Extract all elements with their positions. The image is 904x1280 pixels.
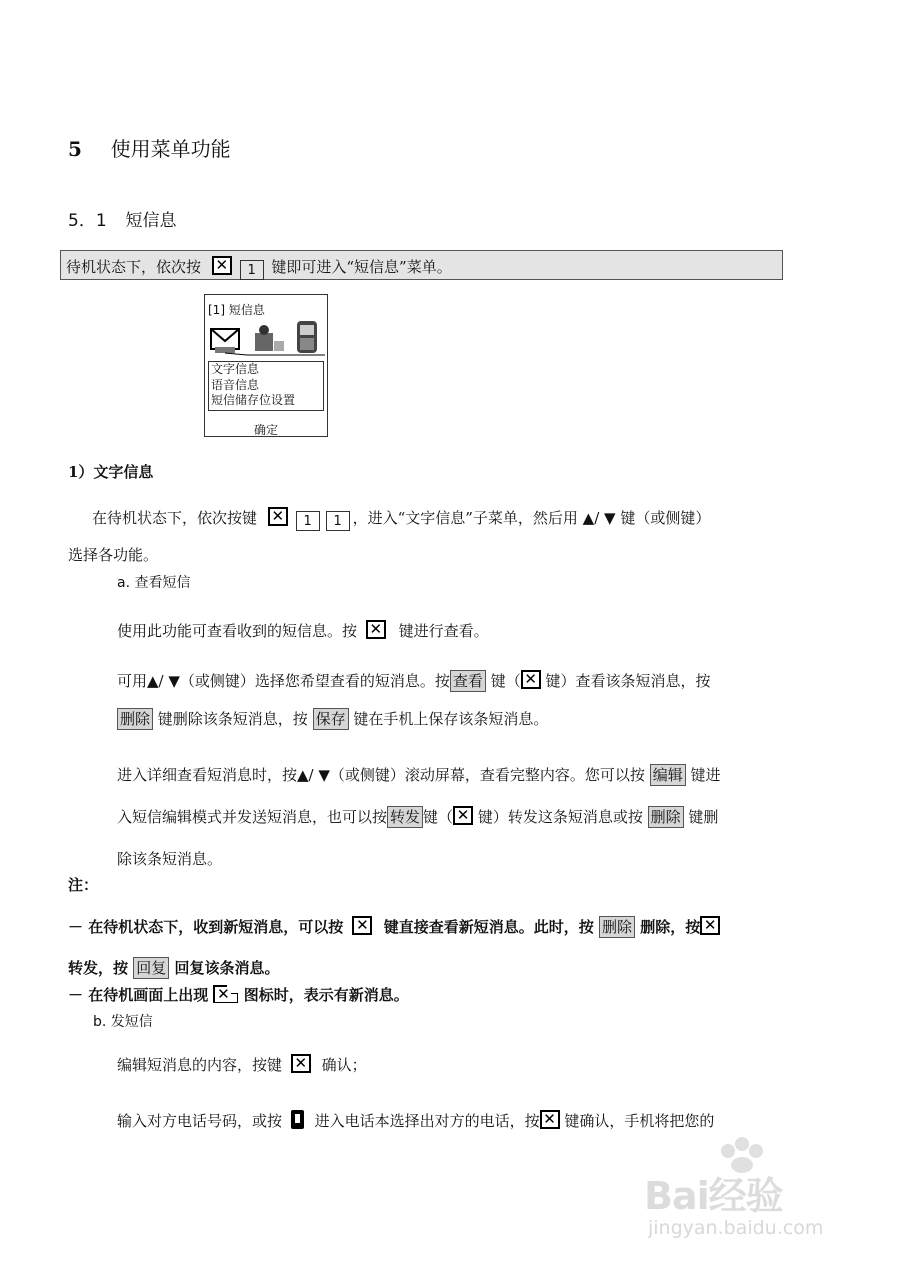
text: 进入详细查看短消息时，按▲/ ▼（或侧键）滚动屏幕，查看完整内容。您可以按: [117, 766, 645, 784]
text: 键（: [423, 808, 454, 826]
envelope-icon: [211, 329, 239, 353]
text: 图标时，表示有新消息。: [243, 986, 409, 1004]
paragraph-line: [117, 1110, 714, 1131]
key-1: 1: [240, 260, 264, 280]
screen-icons: [207, 317, 327, 357]
text: 键在手机上保存该条短消息。: [353, 710, 549, 728]
text: 可用▲/ ▼（或侧键）选择您希望查看的短消息。按: [117, 672, 450, 690]
paragraph-line: [117, 708, 548, 730]
note-line: [68, 985, 409, 1005]
text: 确认；: [321, 1056, 367, 1074]
voice-mail-icon: [255, 325, 284, 351]
text: 输入对方电话号码，或按: [117, 1112, 283, 1130]
item-a-label: a. 查看短信: [117, 575, 191, 591]
text: ，进入“文字信息”子菜单，然后用 ▲/ ▼ 键（或侧键）: [352, 509, 711, 527]
banner-prefix: 待机状态下，依次按: [66, 258, 202, 276]
message-key-icon: [212, 256, 232, 275]
screen-menu-list: [208, 361, 324, 411]
text: 键删: [688, 808, 719, 826]
paragraph-line: [117, 1054, 367, 1075]
key-1: 1: [326, 511, 350, 531]
note-label: 注：: [68, 876, 99, 894]
text: 转发，按: [68, 959, 129, 977]
section-heading: [68, 206, 176, 231]
message-key-icon: [521, 670, 541, 689]
text: 键）查看该条短消息，按: [545, 672, 711, 690]
message-key-icon: [291, 1054, 311, 1073]
text: 键（: [490, 672, 521, 690]
section-number: 5．1: [68, 211, 107, 231]
item-b-label: b. 发短信: [93, 1014, 153, 1030]
text: 入短信编辑模式并发送短消息，也可以按: [117, 808, 388, 826]
message-key-icon: [352, 916, 372, 935]
paragraph-line: [117, 764, 721, 786]
watermark-url: jingyan.baidu.com: [648, 1217, 824, 1239]
text: 使用此功能可查看收到的短信息。按: [117, 622, 358, 640]
text: 删除，按: [640, 918, 701, 936]
phone-icon: [297, 321, 317, 353]
message-key-icon: [540, 1110, 560, 1129]
chapter-heading: [68, 133, 231, 162]
banner-text: [66, 256, 452, 280]
screen-menu-item[interactable]: 语音信息: [211, 377, 260, 392]
delete-softkey: 删除: [648, 806, 684, 828]
text: 回复该条消息。: [174, 959, 280, 977]
message-key-icon: [366, 620, 386, 639]
message-key-icon: [268, 507, 288, 526]
section-title: 短信息: [125, 211, 177, 231]
paragraph-line: [117, 670, 711, 692]
text: － 在待机状态下，收到新短消息，可以按: [68, 918, 344, 936]
paragraph-line: [92, 507, 710, 531]
delete-softkey: 删除: [117, 708, 153, 730]
paw-icon: [714, 1135, 774, 1175]
chapter-title: 使用菜单功能: [110, 137, 231, 161]
text: 键确认，手机将把您的: [564, 1112, 715, 1130]
screen-title: [1] 短信息: [208, 303, 265, 317]
text: 进入电话本选择出对方的电话，按: [314, 1112, 540, 1130]
delete-softkey: 删除: [599, 916, 635, 938]
phonebook-key-icon: [291, 1110, 304, 1129]
key-1: 1: [296, 511, 320, 531]
watermark-logo: [644, 1165, 783, 1220]
view-softkey: 查看: [450, 670, 486, 692]
edit-softkey: 编辑: [650, 764, 686, 786]
save-softkey: 保存: [313, 708, 349, 730]
paragraph-line: 选择各功能。: [68, 546, 159, 564]
reply-softkey: 回复: [133, 957, 169, 979]
text: 键进行查看。: [398, 622, 489, 640]
screen-menu-item[interactable]: 文字信息: [211, 362, 260, 376]
text: － 在待机画面上出现: [68, 986, 209, 1004]
subsection-heading: 1）文字信息: [68, 463, 154, 481]
paragraph-line: 除该条短消息。: [117, 850, 223, 868]
paragraph-line: [117, 620, 489, 641]
text: 键直接查看新短消息。此时，按: [383, 918, 594, 936]
phone-screen: [204, 294, 328, 437]
chapter-number: 5: [68, 137, 82, 161]
note-line: [68, 916, 720, 938]
watermark-brand: Bai经验: [644, 1174, 783, 1218]
text: 编辑短消息的内容，按键: [117, 1056, 283, 1074]
forward-softkey: 转发: [387, 806, 423, 828]
text: 键进: [690, 766, 721, 784]
note-line: [68, 957, 280, 979]
paragraph-line: [117, 806, 718, 828]
text: 键）转发这条短消息或按: [477, 808, 643, 826]
text: 在待机状态下，依次按键: [92, 509, 258, 527]
screen-menu-item[interactable]: 短信储存位设置: [211, 393, 296, 407]
message-key-icon: [700, 916, 720, 935]
message-key-icon: [453, 806, 473, 825]
new-message-icon: [213, 985, 227, 1003]
banner-suffix: 键即可进入“短信息”菜单。: [271, 258, 452, 276]
screen-ok-label: 确定: [253, 423, 278, 437]
text: 键删除该条短消息，按: [157, 710, 308, 728]
